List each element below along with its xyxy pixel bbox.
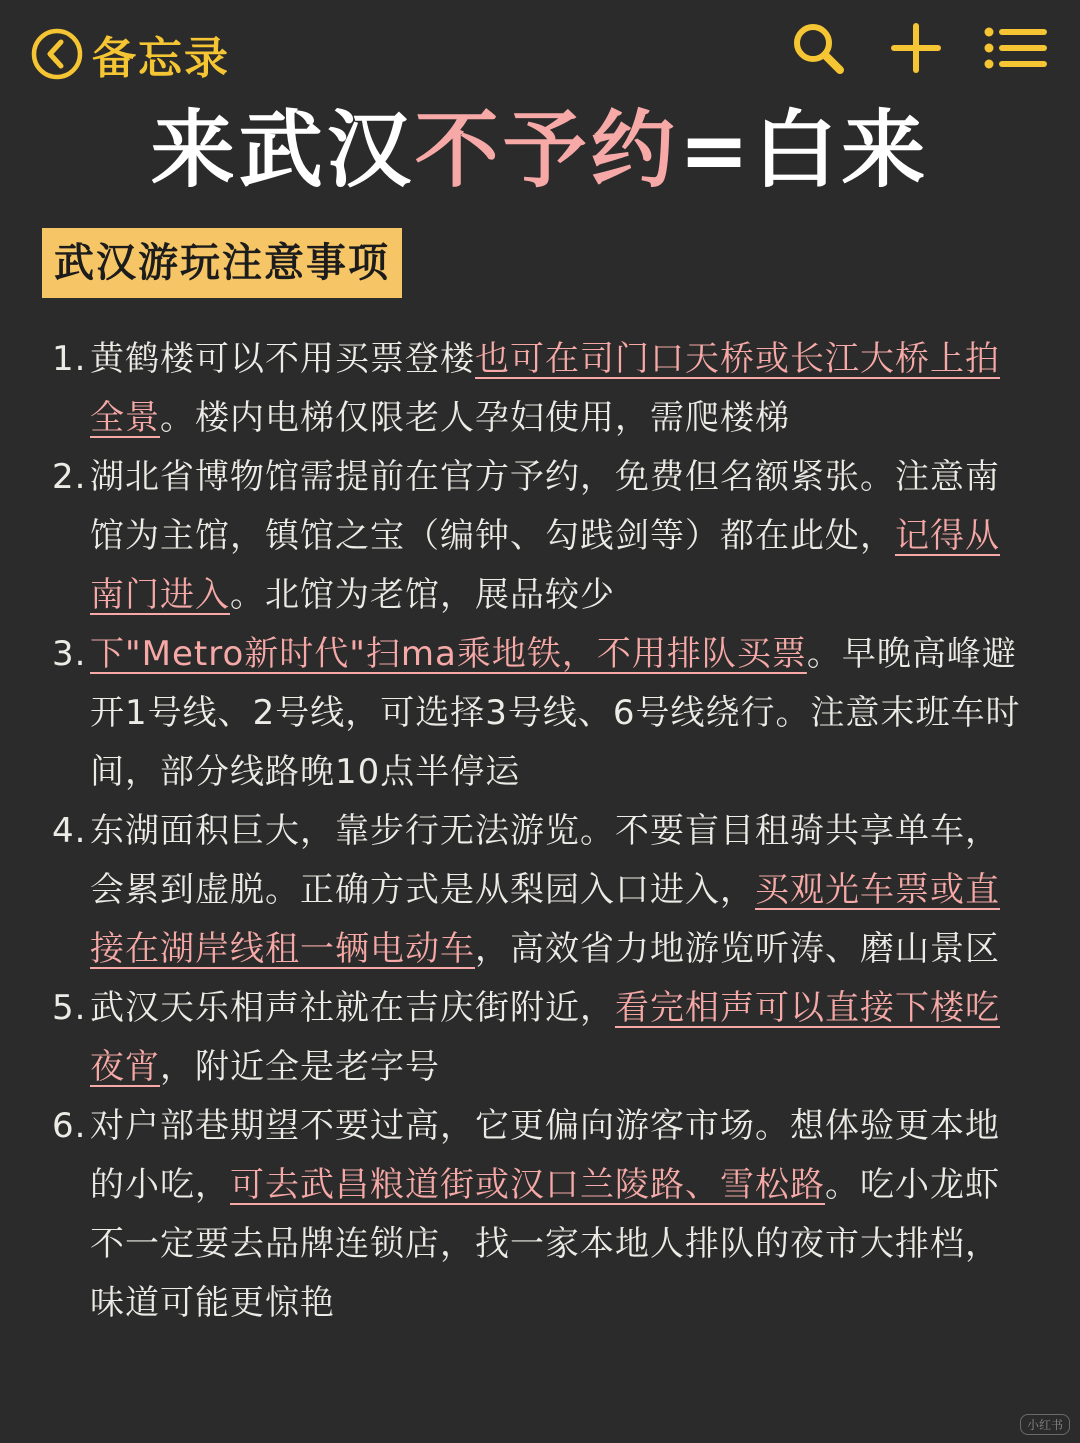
- tip-text: 。北馆为老馆，展品较少: [230, 575, 615, 615]
- top-bar: [0, 0, 1080, 100]
- list-item-number: 4.: [52, 811, 87, 851]
- search-icon[interactable]: [788, 18, 848, 78]
- list-item-text: [90, 625, 1022, 802]
- list-item: [52, 330, 1022, 448]
- menu-list-icon[interactable]: [982, 18, 1050, 78]
- tip-text: 东湖面积巨大，靠步行无法游览。不要盲目租骑共享单车，会累到虚脱。正确方式是从梨园入口进入，: [90, 811, 1000, 910]
- back-label: 备忘录: [92, 33, 230, 84]
- list-item-number: 6.: [52, 1106, 87, 1146]
- highlighted-text: 记得从南门进入: [90, 516, 1000, 615]
- list-item-text: [90, 1097, 1022, 1333]
- tip-text: 。早晚高峰避开1号线、2号线，可选择3号线、6号线绕行。注意末班车时间，部分线路晚10点半停运: [90, 634, 1021, 792]
- tips-list: [52, 330, 1022, 1333]
- tip-text: 黄鹤楼可以不用买票登楼: [90, 339, 475, 379]
- list-item: [52, 625, 1022, 802]
- list-item-text: [90, 802, 1022, 979]
- title-part-2: 不予约: [414, 101, 679, 199]
- tip-text: ，附近全是老字号: [160, 1047, 440, 1087]
- highlighted-text: 可去武昌粮道街或汉口兰陵路、雪松路: [230, 1165, 825, 1205]
- tip-text: 湖北省博物馆需提前在官方予约，免费但名额紧张。注意南馆为主馆，镇馆之宝（编钟、勾践剑等）都在此处，: [90, 457, 1000, 556]
- list-item: [52, 448, 1022, 625]
- list-item-text: [90, 448, 1022, 625]
- list-item-number: 5.: [52, 988, 87, 1028]
- page-title: [0, 100, 1080, 200]
- title-part-3: =白来: [678, 101, 930, 199]
- highlighted-text: 看完相声可以直接下楼吃夜宵: [90, 988, 1000, 1087]
- list-item: [52, 1097, 1022, 1333]
- tip-text: 武汉天乐相声社就在吉庆街附近，: [90, 988, 615, 1028]
- tip-text: 对户部巷期望不要过高，它更偏向游客市场。想体验更本地的小吃，: [90, 1106, 1000, 1205]
- highlighted-text: 买观光车票或直接在湖岸线租一辆电动车: [90, 870, 1000, 969]
- highlighted-text: 也可在司门口天桥或长江大桥上拍全景: [90, 339, 1000, 438]
- tip-text: 。吃小龙虾不一定要去品牌连锁店，找一家本地人排队的夜市大排档，味道可能更惊艳: [90, 1165, 1000, 1323]
- chevron-left-icon: [30, 27, 84, 81]
- highlighted-text: 下"Metro新时代"扫ma乘地铁，不用排队买票: [90, 634, 807, 674]
- list-item-number: 1.: [52, 339, 87, 379]
- tip-text: ，高效省力地游览听涛、磨山景区: [475, 929, 1000, 969]
- list-item-number: 3.: [52, 634, 87, 674]
- list-item: [52, 979, 1022, 1097]
- list-item-text: [90, 330, 1022, 448]
- title-part-1: 来武汉: [150, 101, 415, 199]
- list-item-text: [90, 979, 1022, 1097]
- plus-icon[interactable]: [886, 18, 946, 78]
- list-item: [52, 802, 1022, 979]
- section-heading: 武汉游玩注意事项: [42, 228, 402, 298]
- list-item-number: 2.: [52, 457, 87, 497]
- back-button[interactable]: [30, 22, 230, 86]
- tip-text: 。楼内电梯仅限老人孕妇使用，需爬楼梯: [160, 398, 790, 438]
- watermark: 小红书: [1020, 1414, 1070, 1435]
